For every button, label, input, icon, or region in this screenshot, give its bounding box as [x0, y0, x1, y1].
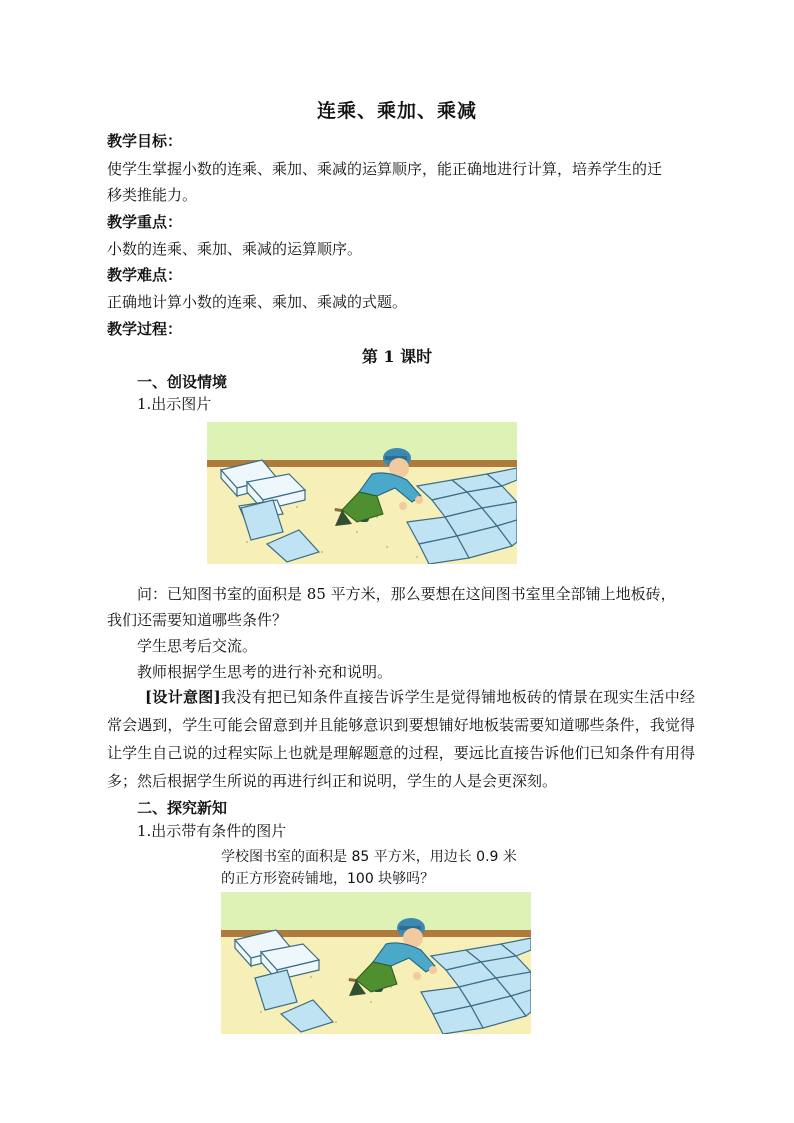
tiler-illustration: [207, 422, 517, 564]
page-title: 连乘、乘加、乘减: [316, 100, 477, 122]
problem-caption-line-2: 的正方形瓷砖铺地，100 块够吗？: [221, 871, 435, 887]
goal-text-line-2: 移类推能力。: [107, 186, 198, 204]
difficulty-heading: 教学难点：: [107, 266, 183, 284]
key-text: 小数的连乘、乘加、乘减的运算顺序。: [107, 240, 363, 258]
key-heading: 教学重点：: [107, 213, 183, 231]
goal-text-line-1: 使学生掌握小数的连乘、乘加、乘减的运算顺序，能正确地进行计算，培养学生的迁: [107, 160, 663, 178]
step1-1: 1.出示图片: [137, 395, 212, 413]
design-intent-label: [设计意图]: [145, 688, 221, 706]
design-intent-paragraph: [107, 683, 695, 795]
step2-1: 1.出示带有条件的图片: [137, 822, 287, 840]
question-line-1: 问：已知图书室的面积是 85 平方米，那么要想在这间图书室里全部铺上地板砖，: [137, 585, 676, 603]
tiler-illustration-with-conditions: [221, 892, 531, 1034]
difficulty-text: 正确地计算小数的连乘、乘加、乘减的式题。: [107, 293, 408, 311]
section1-heading: 一、创设情境: [137, 373, 228, 391]
process-heading: 教学过程：: [107, 320, 183, 338]
student-text: 学生思考后交流。: [137, 637, 258, 655]
goal-heading: 教学目标：: [107, 132, 183, 150]
question-line-2: 我们还需要知道哪些条件？: [107, 611, 288, 629]
design-intent-text: 我没有把已知条件直接告诉学生是觉得铺地板砖的情景在现实生活中经常会遇到，学生可能会留意到并且能够意识到要想铺好地板装需要知道哪些条件，我觉得让学生自己说的过程实际上也就是理解题意的过程，要远比直接告诉他们已知条件有用得多；然后根据学生所说的再进行纠正和说明，学生的人是会更深刻。: [107, 688, 695, 790]
lesson-title: 第 1 课时: [361, 347, 433, 366]
problem-caption-line-1: 学校图书室的面积是 85 平方米，用边长 0.9 米: [221, 849, 517, 865]
problem-caption: [221, 846, 531, 890]
teacher-text: 教师根据学生思考的进行补充和说明。: [137, 663, 393, 681]
section2-heading: 二、探究新知: [137, 799, 228, 817]
